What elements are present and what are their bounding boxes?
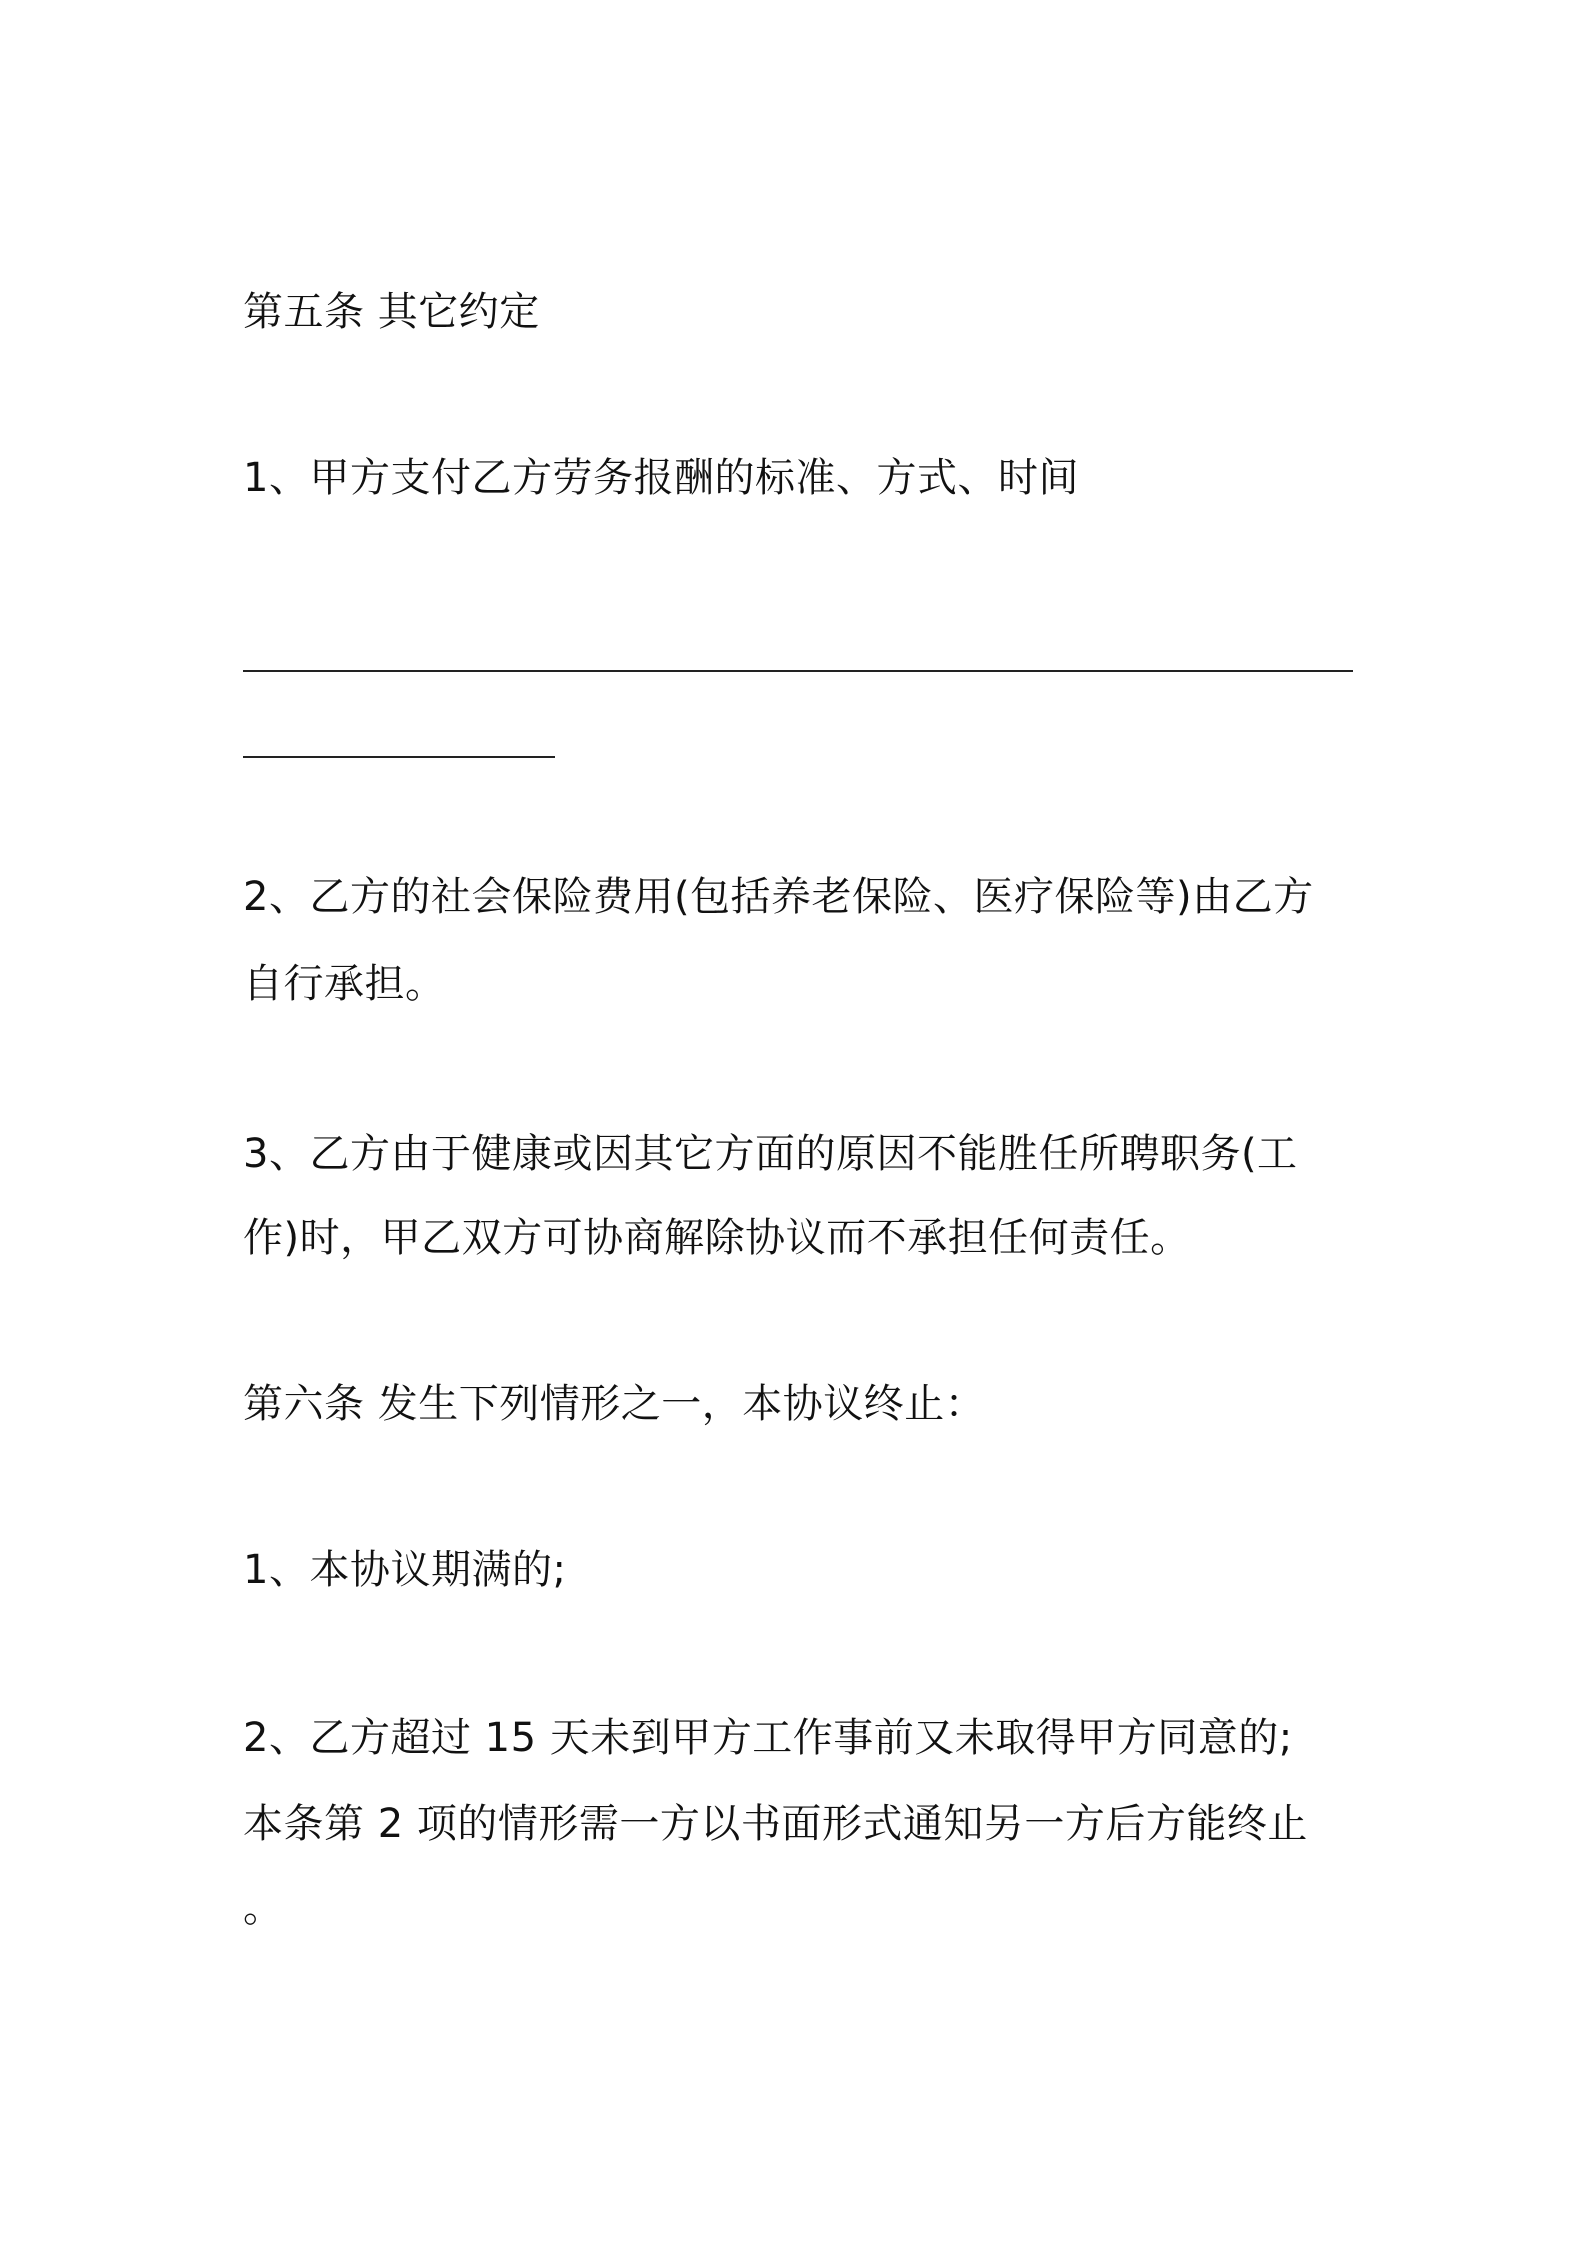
article-6-item-2-line-3: 。 [243, 1885, 284, 1931]
fill-in-blank-line-1 [243, 670, 1353, 672]
article-6-item-2-line-2: 本条第 2 项的情形需一方以书面形式通知另一方后方能终止 [243, 1801, 1308, 1847]
article-5-item-3-line-1: 3、乙方由于健康或因其它方面的原因不能胜任所聘职务(工 [243, 1131, 1298, 1177]
article-6-item-2-line-1: 2、乙方超过 15 天未到甲方工作事前又未取得甲方同意的; [243, 1715, 1293, 1761]
article-5-item-1: 1、甲方支付乙方劳务报酬的标准、方式、时间 [243, 455, 1079, 501]
article-5-heading: 第五条 其它约定 [243, 289, 540, 335]
article-6-heading: 第六条 发生下列情形之一，本协议终止： [243, 1381, 986, 1427]
fill-in-blank-line-2 [243, 756, 555, 758]
article-5-item-2-line-2: 自行承担。 [243, 961, 446, 1007]
article-5-item-2-line-1: 2、乙方的社会保险费用(包括养老保险、医疗保险等)由乙方 [243, 874, 1314, 920]
article-6-item-1: 1、本协议期满的; [243, 1547, 567, 1593]
article-5-item-3-line-2: 作)时，甲乙双方可协商解除协议而不承担任何责任。 [243, 1215, 1191, 1261]
